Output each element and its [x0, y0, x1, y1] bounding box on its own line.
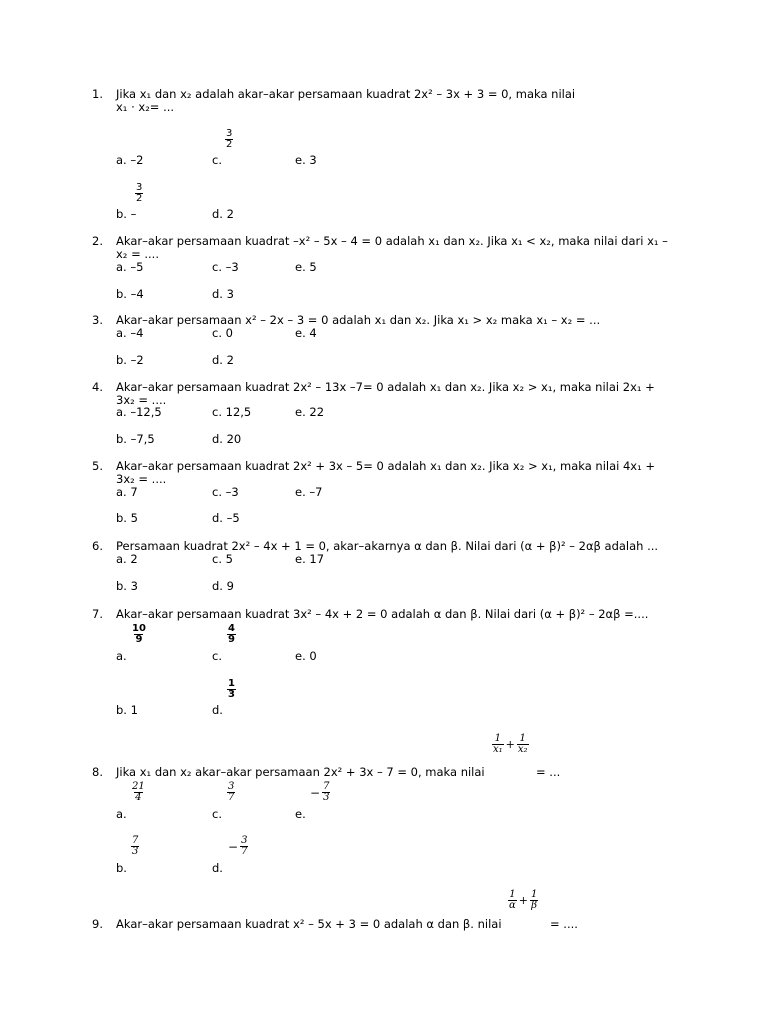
- math-expression: $\frac{1}{\text{x₁}}$ + $\frac{1}{\text{x₂}}$: [493, 733, 528, 755]
- option-b[interactable]: b. –: [116, 207, 137, 221]
- option-c[interactable]: c.: [212, 807, 222, 821]
- option-c[interactable]: c. –3: [212, 485, 239, 499]
- option-c[interactable]: c. –3: [212, 260, 239, 274]
- fraction-option-e: − $\frac{7}{3}$: [310, 781, 330, 803]
- option-c[interactable]: c.: [212, 153, 222, 167]
- option-e[interactable]: e.: [295, 807, 306, 821]
- option-d[interactable]: d.: [212, 861, 223, 875]
- question-text: Akar–akar persamaan kuadrat x² – 5x + 3 = 0 adalah α dan β. nilai: [116, 917, 502, 931]
- option-e[interactable]: e. 5: [295, 260, 317, 274]
- option-b[interactable]: b. 3: [116, 579, 138, 593]
- question-text-tail: = ...: [536, 765, 561, 779]
- fraction-option-b: $\frac{3}{2}$: [136, 182, 143, 204]
- question-text: Akar–akar persamaan kuadrat 2x² + 3x – 5= 0 adalah x₁ dan x₂. Jika x₂ > x₁, maka nilai 4x₁ +: [116, 459, 656, 473]
- option-b[interactable]: b. –7,5: [116, 432, 155, 446]
- question-text: Jika x₁ dan x₂ akar–akar persamaan 2x² + 3x – 7 = 0, maka nilai: [116, 765, 485, 779]
- option-e[interactable]: e. 3: [295, 153, 317, 167]
- question-number: 2.: [92, 234, 103, 248]
- option-a[interactable]: a. –12,5: [116, 405, 162, 419]
- question-text-tail: = ....: [550, 917, 578, 931]
- question-number: 6.: [92, 539, 103, 553]
- option-a[interactable]: a. –2: [116, 153, 144, 167]
- question-text-cont: x₂ = ....: [116, 247, 159, 261]
- question-number: 7.: [92, 607, 103, 621]
- option-d[interactable]: d. –5: [212, 511, 240, 525]
- option-e[interactable]: e. 17: [295, 552, 325, 566]
- fraction: $\frac{1}{\text{x₂}}$: [517, 733, 528, 755]
- option-a[interactable]: a. 7: [116, 485, 138, 499]
- question-number: 9.: [92, 917, 103, 931]
- option-b[interactable]: b. 5: [116, 511, 138, 525]
- question-number: 4.: [92, 380, 103, 394]
- fraction-option-d: − $\frac{3}{7}$: [228, 835, 248, 857]
- option-d[interactable]: d. 2: [212, 353, 234, 367]
- option-e[interactable]: e. 0: [295, 649, 317, 663]
- fraction: $\frac{1}{\alpha}$: [509, 889, 516, 911]
- question-text-cont: x₁ · x₂= ...: [116, 100, 175, 114]
- fraction-option-c: $\frac{4}{9}$: [228, 623, 235, 645]
- question-number: 3.: [92, 313, 103, 327]
- fraction-option-a: $\frac{10}{9}$: [132, 623, 146, 645]
- option-b[interactable]: b. –4: [116, 287, 144, 301]
- question-number: 5.: [92, 459, 103, 473]
- option-a[interactable]: a.: [116, 807, 127, 821]
- fraction-option-c: $\frac{3}{2}$: [226, 128, 233, 150]
- fraction-option-b: $\frac{7}{3}$: [132, 835, 139, 857]
- option-d[interactable]: d.: [212, 703, 223, 717]
- option-a[interactable]: a. 2: [116, 552, 138, 566]
- option-d[interactable]: d. 9: [212, 579, 234, 593]
- option-e[interactable]: e. 22: [295, 405, 325, 419]
- question-text-cont: 3x₂ = ....: [116, 472, 167, 486]
- question-number: 1.: [92, 87, 103, 101]
- option-c[interactable]: c. 0: [212, 326, 233, 340]
- option-b[interactable]: b. –2: [116, 353, 144, 367]
- option-d[interactable]: d. 3: [212, 287, 234, 301]
- question-text: Jika x₁ dan x₂ adalah akar–akar persamaan kuadrat 2x² – 3x + 3 = 0, maka nilai: [116, 87, 576, 101]
- option-b[interactable]: b. 1: [116, 703, 138, 717]
- option-c[interactable]: c.: [212, 649, 222, 663]
- option-e[interactable]: e. 4: [295, 326, 317, 340]
- question-text: Persamaan kuadrat 2x² – 4x + 1 = 0, akar–akarnya α dan β. Nilai dari (α + β)² – 2αβ adalah ...: [116, 539, 659, 553]
- math-expression: $\frac{1}{\alpha}$ + $\frac{1}{\beta}$: [509, 889, 538, 911]
- question-text: Akar–akar persamaan kuadrat 3x² – 4x + 2 = 0 adalah α dan β. Nilai dari (α + β)² – 2αβ =....: [116, 607, 649, 621]
- fraction-option-d: $\frac{1}{3}$: [228, 678, 235, 700]
- option-c[interactable]: c. 12,5: [212, 405, 252, 419]
- question-text: Akar–akar persamaan kuadrat 2x² – 13x –7= 0 adalah x₁ dan x₂. Jika x₂ > x₁, maka nilai 2x₁ +: [116, 380, 655, 394]
- question-number: 8.: [92, 765, 103, 779]
- fraction-option-c: $\frac{3}{7}$: [228, 781, 235, 803]
- option-a[interactable]: a. –4: [116, 326, 144, 340]
- fraction: $\frac{1}{\text{x₁}}$: [493, 733, 503, 755]
- question-text: Akar–akar persamaan kuadrat –x² – 5x – 4 = 0 adalah x₁ dan x₂. Jika x₁ < x₂, maka nilai dari x₁ –: [116, 234, 668, 248]
- option-c[interactable]: c. 5: [212, 552, 233, 566]
- option-a[interactable]: a.: [116, 649, 127, 663]
- question-text: Akar–akar persamaan x² – 2x – 3 = 0 adalah x₁ dan x₂. Jika x₁ > x₂ maka x₁ – x₂ = ...: [116, 313, 601, 327]
- fraction: $\frac{1}{\beta}$: [530, 889, 538, 911]
- option-b[interactable]: b.: [116, 861, 127, 875]
- option-e[interactable]: e. –7: [295, 485, 323, 499]
- option-d[interactable]: d. 20: [212, 432, 242, 446]
- option-d[interactable]: d. 2: [212, 207, 234, 221]
- question-text-cont: 3x₂ = ....: [116, 393, 167, 407]
- option-a[interactable]: a. –5: [116, 260, 144, 274]
- fraction-option-a: $\frac{21}{4}$: [132, 781, 145, 803]
